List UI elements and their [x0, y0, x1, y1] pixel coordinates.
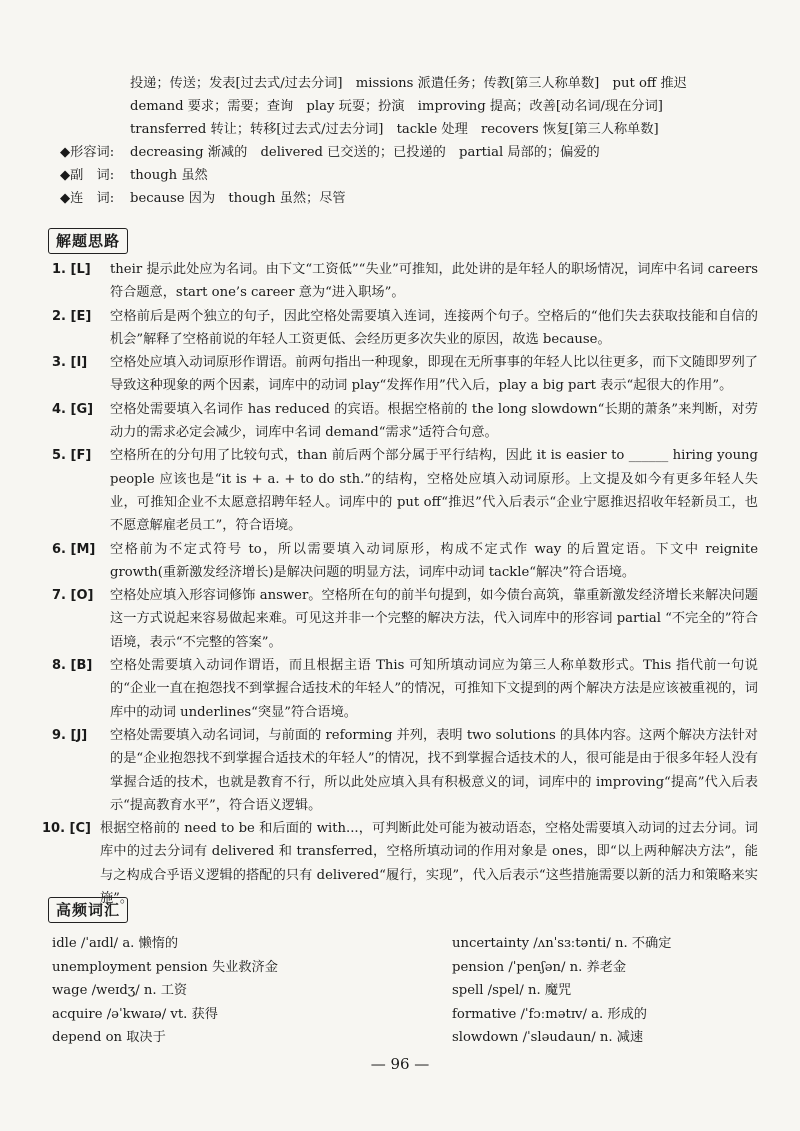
vocab-entry: pension /ˈpenʃən/ n. 养老金 — [452, 959, 627, 975]
vocab-entry: idle /ˈaɪdl/ a. 懒惰的 — [52, 936, 179, 951]
vocab-entry: acquire /əˈkwaɪə/ vt. 获得 — [52, 1006, 218, 1022]
vocab-entry: wage /weɪdʒ/ n. 工资 — [52, 983, 188, 998]
answer-number: 4. [G] — [52, 401, 94, 417]
pos-words: because 因为 though 虽然；尽管 — [130, 191, 346, 206]
answer-number: 3. [I] — [52, 355, 88, 371]
answer-item — [52, 444, 758, 537]
answer-number: 2. [E] — [52, 308, 92, 324]
answer-text: 空格处需要填入动名词词，与前面的 reforming 并列，表明 two solutions 的具体内容。这两个解决方法针对的是“企业抱怨找不到掌握合适技术的年轻人”的情况，找不到掌握合适技术的人，很可能是由于很多年轻人没有掌握合适的技术，也就是教育不行，所以此处应填入具有积极意义的词，词库中的 improving“提高”代入后表示“提高教育水平”，符合语义逻辑。 — [110, 727, 758, 813]
answer-text: 空格前为不定式符号 to，所以需要填入动词原形，构成不定式作 way 的后置定语。下文中 reignite growth(重新激发经济增长)是解决问题的明显方法，词库中动词 tackle“解决”符合语境。 — [110, 541, 758, 580]
answer-item — [52, 398, 758, 445]
vocab-entry: spell /spel/ n. 魔咒 — [452, 983, 572, 998]
vocab-entry: formative /ˈfɔːmətɪv/ a. 形成的 — [452, 1006, 647, 1022]
answer-item — [52, 351, 758, 398]
answer-item — [52, 305, 758, 352]
answer-text: 根据空格前的 need to be 和后面的 with...，可判断此处可能为被动语态，空格处需要填入动词的过去分词。词库中的过去分词有 delivered 和 transferred，空格所填动词的作用对象是 ones，即“以上两种解决方法”，能与之构成合乎语义逻辑的搭配的只有 delivered“履行，实现”，代入后表示“这些措施需要以新的活力和策略来实施”。 — [100, 821, 758, 907]
pos-label: ◆连 词: — [60, 191, 115, 206]
answer-item — [52, 538, 758, 585]
verb-list-line: transferred 转让；转移[过去式/过去分词] tackle 处理 recovers 恢复[第三人称单数] — [130, 122, 659, 137]
answer-number: 7. [O] — [52, 588, 94, 604]
answer-item — [42, 817, 758, 910]
word-list — [60, 72, 760, 210]
vocab-entry: slowdown /ˈsləudaun/ n. 减速 — [452, 1030, 644, 1045]
answer-number: 10. [C] — [42, 821, 91, 837]
conjunction-row — [60, 187, 760, 210]
answer-number: 8. [B] — [52, 658, 93, 674]
vocabulary-section-title: 高频词汇 — [48, 897, 128, 923]
answer-text: 空格所在的分句用了比较句式，than 前后两个部分属于平行结构，因此 it is easier to ______ hiring young people 应该也是“it is + a. + to do sth.”的结构，空格处应填入动词原形。上文提及如今有更多年轻人失业，可推知企业不太愿意招聘年轻人。词库中的 put off“推迟”代入后表示“企业宁愿推迟招收年轻新员工，也不愿意解雇老员工”，符合语境。 — [110, 448, 758, 534]
answer-text: 空格处应填入动词原形作谓语。前两句指出一种现象，即现在无所事事的年轻人比以往更多，而下文随即罗列了导致这种现象的两个因素，词库中的动词 play“发挥作用”代入后，play a big part 表示“起很大的作用”。 — [110, 355, 758, 394]
verb-list-line: demand 要求；需要；查询 play 玩耍；扮演 improving 提高；改善[动名词/现在分词] — [130, 99, 663, 114]
answer-item — [52, 584, 758, 654]
answer-text: their 提示此处应为名词。由下文“工资低”“失业”可推知，此处讲的是年轻人的职场情况，词库中名词 careers 符合题意，start one’s career 意为“进入职场”。 — [110, 262, 758, 301]
pos-label: ◆副 词: — [60, 168, 115, 183]
analysis-section-title: 解题思路 — [48, 228, 128, 254]
answer-text: 空格处需要填入名词作 has reduced 的宾语。根据空格前的 the long slowdown“长期的萧条”来判断，对劳动力的需求必定会减少，词库中名词 demand“需求”适符合句意。 — [110, 401, 758, 441]
answer-item — [52, 654, 758, 724]
page-number: — 96 — — [370, 1055, 430, 1073]
answer-explanations — [42, 258, 758, 910]
answer-item — [52, 724, 758, 817]
vocab-entry: depend on 取决于 — [52, 1030, 166, 1045]
vocabulary-column-left — [52, 932, 412, 1050]
adjective-row — [60, 141, 760, 164]
answer-text: 空格前后是两个独立的句子，因此空格处需要填入连词，连接两个句子。空格后的“他们失去获取技能和自信的机会”解释了空格前说的年轻人工资更低、会经历更多次失业的原因，故选 because。 — [110, 308, 758, 347]
pos-words: decreasing 渐减的 delivered 已交送的；已投递的 partial 局部的；偏爱的 — [130, 145, 600, 160]
pos-words: though 虽然 — [130, 168, 208, 183]
answer-number: 5. [F] — [52, 448, 92, 464]
adverb-row — [60, 164, 760, 187]
answer-number: 6. [M] — [52, 541, 96, 557]
answer-number: 1. [L] — [52, 262, 91, 277]
answer-item — [52, 258, 758, 305]
vocab-entry: unemployment pension 失业救济金 — [52, 959, 278, 975]
answer-number: 9. [J] — [52, 727, 88, 743]
answer-text: 空格处需要填入动词作谓语，而且根据主语 This 可知所填动词应为第三人称单数形式。This 指代前一句说的“企业一直在抱怨找不到掌握合适技术的年轻人”的情况，可推知下文提到的两个解决方法是应该被重视的，词库中的动词 underlines“突显”符合语境。 — [110, 658, 758, 720]
pos-label: ◆形容词: — [60, 145, 115, 160]
vocabulary-column-right — [452, 932, 762, 1050]
vocab-entry: uncertainty /ʌnˈsɜːtənti/ n. 不确定 — [452, 936, 672, 951]
answer-text: 空格处应填入形容词修饰 answer。空格所在句的前半句提到，如今债台高筑，靠重新激发经济增长来解决问题这一方式说起来容易做起来难。可见这并非一个完整的解决方法，代入词库中的形容词 partial “不完全的”符合语境，表示“不完整的答案”。 — [110, 588, 758, 650]
verb-list-line: 投递；传送；发表[过去式/过去分词] missions 派遣任务；传教[第三人称单数] put off 推迟 — [130, 76, 687, 91]
